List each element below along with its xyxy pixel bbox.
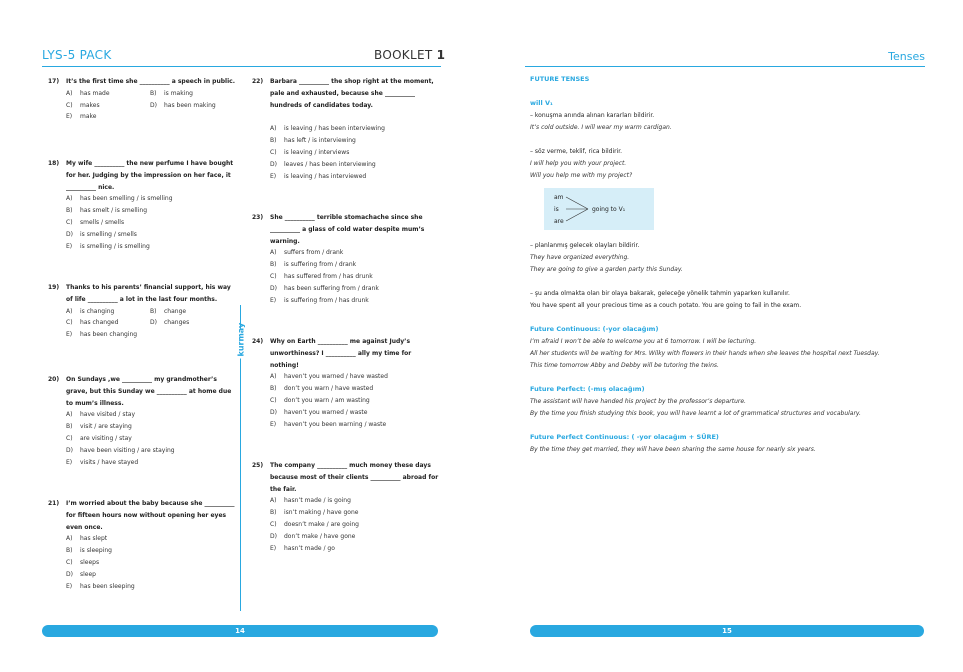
pack-title: LYS-5 PACK xyxy=(42,48,112,62)
option[interactable]: A) is leaving / has been interviewing xyxy=(270,125,385,133)
example-text: They have organized everything. xyxy=(530,254,630,261)
booklet-title: BOOKLET 1 xyxy=(374,48,446,62)
brand-logo: kurmay xyxy=(236,322,246,357)
option[interactable]: D) is smelling / smells xyxy=(66,230,137,238)
question-20: 20) On Sundays ,we __________ my grandmother’s grave, but this Sunday we __________ at home due to mum’s illness. A) have visited / stay B) visit / are staying C) are visiting / stay D) have been visiting / are staying E) visits / have stayed xyxy=(48,374,238,468)
option[interactable]: B) is sleeping xyxy=(66,547,112,555)
question-19: 19) Thanks to his parents’ financial support, his way of life __________ a lot in the last four months. A) is changing B) change C) has changed D) changes E) has been changing xyxy=(48,282,238,341)
question-24: 24) Why on Earth __________ me against Judy’s unworthiness? I __________ ally my time for nothing! A) haven’t you warned / have wasted B) don’t you warn / have wasted C) don’t you warn / am wasting D) haven’t you warned / waste E) haven’t you been warning / waste xyxy=(252,336,442,430)
option[interactable]: C) makes xyxy=(66,101,100,109)
question-23: 23) She __________ terrible stomachache since she __________ a glass of cold water despite mum’s warning. A) suffers from / drank B) is suffering from / drank C) has suffered from / has drunk D) has been suffering from / drank E) is suffering from / has drunk xyxy=(252,212,442,306)
option[interactable]: C) smells / smells xyxy=(66,218,125,226)
page-number-right: 15 xyxy=(530,625,924,637)
page-spine xyxy=(234,305,248,611)
option[interactable]: A) has been smelling / is smelling xyxy=(66,195,173,203)
section-heading: FUTURE TENSES xyxy=(530,75,590,83)
example-text: I will help you with your project. xyxy=(530,160,627,167)
option[interactable]: E) has been changing xyxy=(66,331,138,339)
option[interactable]: E) haven’t you been warning / waste xyxy=(270,420,387,428)
option[interactable]: D) has been suffering from / drank xyxy=(270,284,379,292)
question-17: 17) It’s the first time she __________ a speech in public. A) has made B) is making C) makes D) has been making E) make xyxy=(48,76,235,123)
rule-text: – şu anda olmakta olan bir olaya bakarak, geleceğe yönelik tahmin yaparken kullanılır. xyxy=(530,290,790,297)
option[interactable]: A) haven’t you warned / have wasted xyxy=(270,373,388,381)
question-22: 22) Barbara __________ the shop right at the moment, pale and exhausted, because she __________ hundreds of candidates today. A) is leaving / has been interviewing B) has left / is interviewing C) is leaving / interviews D) leaves / has been interviewing E) is leaving / has interviewed xyxy=(252,76,442,182)
option[interactable]: D) have been visiting / are staying xyxy=(66,446,175,454)
option[interactable]: A) has made xyxy=(66,89,110,97)
example-text: I’m afraid I won’t be able to welcome you at 6 tomorrow. I will be lecturing. xyxy=(530,338,757,345)
option[interactable]: B) is making xyxy=(150,89,193,97)
example-text: It’s cold outside. I will wear my warm cardigan. xyxy=(530,124,672,131)
option[interactable]: B) has smelt / is smelling xyxy=(66,207,148,215)
going-to-diagram xyxy=(544,188,654,230)
rule-text: – söz verme, teklif, rica bildirir. xyxy=(530,148,623,155)
option[interactable]: D) sleep xyxy=(66,570,96,578)
option[interactable]: C) doesn’t make / are going xyxy=(270,520,359,528)
will-heading: will V₁ xyxy=(530,99,553,107)
option[interactable]: B) has left / is interviewing xyxy=(270,137,356,145)
diagram-target: going to V₁ xyxy=(592,206,626,213)
future-perfect-heading: Future Perfect: (-mış olacağım) xyxy=(530,385,645,393)
rule-text: – planlanmış gelecek olayları bildirir. xyxy=(530,242,640,249)
section-title: Tenses xyxy=(888,50,925,63)
option[interactable]: E) is smelling / is smelling xyxy=(66,242,150,250)
example-text: This time tomorrow Abby and Debby will be tutoring the twins. xyxy=(530,362,719,369)
future-perfect-continuous-heading: Future Perfect Continuous: ( -yor olacağım + SÜRE) xyxy=(530,433,719,441)
example-text: The assistant will have handed his project by the professor’s departure. xyxy=(530,398,746,405)
rule-text: – konuşma anında alınan kararları bildirir. xyxy=(530,112,655,119)
option[interactable]: C) has suffered from / has drunk xyxy=(270,272,373,280)
option[interactable]: D) leaves / has been interviewing xyxy=(270,160,376,168)
example-text: You have spent all your precious time as a couch potato. You are going to fail in the exam. xyxy=(530,302,802,309)
option[interactable]: B) is suffering from / drank xyxy=(270,261,357,269)
diagram-is: is xyxy=(554,206,559,213)
option[interactable]: A) suffers from / drank xyxy=(270,249,344,257)
option[interactable]: E) has been sleeping xyxy=(66,582,135,590)
option[interactable]: C) is leaving / interviews xyxy=(270,148,350,156)
header-rule-left xyxy=(42,66,441,67)
page-number-left: 14 xyxy=(42,625,438,637)
option[interactable]: C) are visiting / stay xyxy=(66,434,132,442)
option[interactable]: E) make xyxy=(66,113,97,121)
option[interactable]: D) changes xyxy=(150,319,190,327)
example-text: They are going to give a garden party this Sunday. xyxy=(530,266,683,273)
option[interactable]: D) don’t make / have gone xyxy=(270,532,356,540)
future-continuous-heading: Future Continuous: (-yor olacağım) xyxy=(530,325,659,333)
example-text: Will you help me with my project? xyxy=(530,172,633,179)
option[interactable]: A) is changing xyxy=(66,307,115,315)
option[interactable]: C) don’t you warn / am wasting xyxy=(270,396,370,404)
option[interactable]: D) haven’t you warned / waste xyxy=(270,408,368,416)
option[interactable]: B) isn’t making / have gone xyxy=(270,509,359,517)
option[interactable]: B) don’t you warn / have wasted xyxy=(270,385,374,393)
option[interactable]: B) change xyxy=(150,307,187,315)
option[interactable]: A) have visited / stay xyxy=(66,411,136,419)
example-text: By the time you finish studying this book, you will have learnt a lot of grammatical structures and vocabulary. xyxy=(530,410,861,417)
option[interactable]: B) visit / are staying xyxy=(66,423,132,431)
question-21: 21) I’m worried about the baby because she __________ for fifteen hours now without opening her eyes even once. A) has slept B) is sleeping C) sleeps D) sleep E) has been sleeping xyxy=(48,498,238,592)
diagram-am: am xyxy=(554,194,564,201)
option[interactable]: E) is suffering from / has drunk xyxy=(270,296,369,304)
question-25: 25) The company __________ much money these days because most of their clients __________ abroad for the fair. A) hasn’t made / is going B) isn’t making / have gone C) doesn’t make / are going D) don’t make / have gone E) hasn’t made / go xyxy=(252,460,442,554)
example-text: By the time they get married, they will have been sharing the same house for nearly six years. xyxy=(530,446,816,453)
option[interactable]: A) has slept xyxy=(66,535,108,543)
option[interactable]: C) has changed xyxy=(66,319,119,327)
question-18: 18) My wife __________ the new perfume I have bought for her. Judging by the impression on her face, it __________ nice. A) has been smelling / is smelling B) has smelt / is smelling C) smells / smells D) is smelling / smells E) is smelling / is smelling xyxy=(48,158,238,252)
option[interactable]: E) hasn’t made / go xyxy=(270,544,335,552)
option[interactable]: D) has been making xyxy=(150,101,216,109)
example-text: All her students will be waiting for Mrs. Wilky with flowers in their hands when she leaves the hospital next Tuesday. xyxy=(530,350,880,357)
option[interactable]: C) sleeps xyxy=(66,558,100,566)
option[interactable]: E) is leaving / has interviewed xyxy=(270,172,367,180)
option[interactable]: A) hasn’t made / is going xyxy=(270,497,351,505)
header-rule-right xyxy=(525,66,925,67)
diagram-are: are xyxy=(554,218,564,225)
option[interactable]: E) visits / have stayed xyxy=(66,458,139,466)
